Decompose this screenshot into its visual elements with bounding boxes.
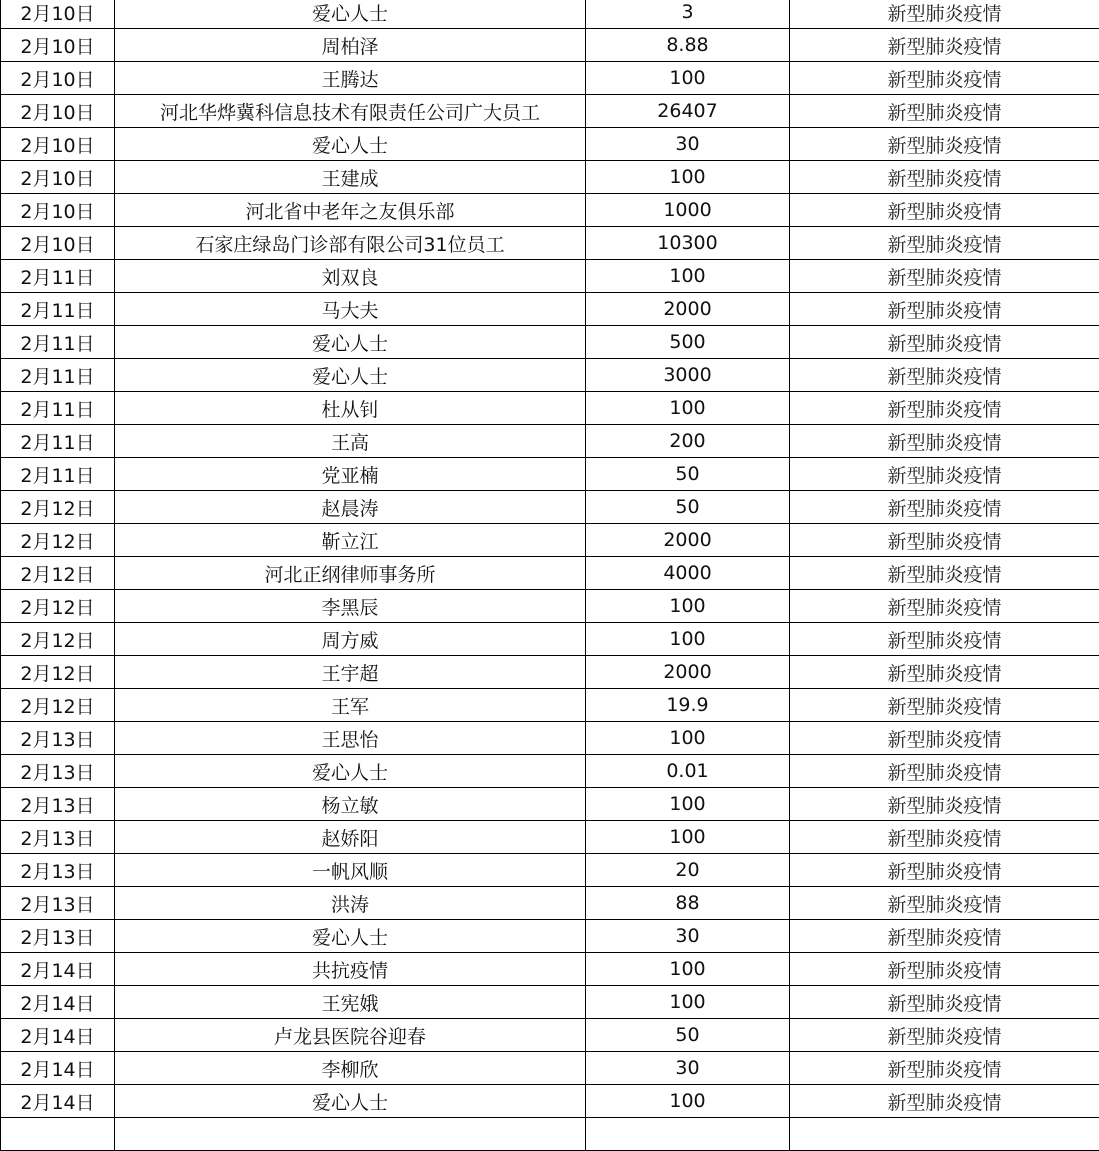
date-cell[interactable]: 2月10日 [1, 194, 115, 227]
donor-cell[interactable]: 河北正纲律师事务所 [115, 557, 586, 590]
donor-cell[interactable]: 王宪娥 [115, 986, 586, 1019]
date-cell[interactable]: 2月10日 [1, 95, 115, 128]
date-cell[interactable] [1, 1118, 115, 1151]
donor-cell[interactable]: 爱心人士 [115, 359, 586, 392]
donor-cell[interactable]: 王宇超 [115, 656, 586, 689]
date-cell[interactable]: 2月10日 [1, 227, 115, 260]
donor-cell[interactable]: 洪涛 [115, 887, 586, 920]
donor-cell[interactable]: 靳立江 [115, 524, 586, 557]
category-cell[interactable]: 新型肺炎疫情 [790, 557, 1099, 590]
date-cell[interactable]: 2月10日 [1, 161, 115, 194]
amount-cell[interactable]: 2000 [586, 656, 790, 689]
table-row [1, 755, 1099, 788]
category-cell[interactable]: 新型肺炎疫情 [790, 458, 1099, 491]
donor-cell[interactable]: 爱心人士 [115, 1085, 586, 1118]
date-cell[interactable]: 2月11日 [1, 425, 115, 458]
amount-cell[interactable]: 100 [586, 161, 790, 194]
date-cell[interactable]: 2月11日 [1, 293, 115, 326]
date-cell[interactable]: 2月13日 [1, 920, 115, 953]
table-row [1, 623, 1099, 656]
category-cell[interactable]: 新型肺炎疫情 [790, 1019, 1099, 1052]
table-row [1, 161, 1099, 194]
donor-cell[interactable]: 河北省中老年之友俱乐部 [115, 194, 586, 227]
donor-cell[interactable] [115, 1118, 586, 1151]
amount-cell[interactable]: 1000 [586, 194, 790, 227]
category-cell[interactable]: 新型肺炎疫情 [790, 656, 1099, 689]
date-cell[interactable]: 2月11日 [1, 392, 115, 425]
table-row [1, 227, 1099, 260]
table-row [1, 194, 1099, 227]
donor-cell[interactable]: 赵娇阳 [115, 821, 586, 854]
table-row [1, 425, 1099, 458]
donor-cell[interactable]: 周方威 [115, 623, 586, 656]
donor-cell[interactable]: 王军 [115, 689, 586, 722]
table-row [1, 0, 1099, 29]
donor-cell[interactable]: 周柏泽 [115, 29, 586, 62]
category-cell[interactable]: 新型肺炎疫情 [790, 623, 1099, 656]
category-cell[interactable]: 新型肺炎疫情 [790, 392, 1099, 425]
amount-cell[interactable]: 10300 [586, 227, 790, 260]
table-row [1, 887, 1099, 920]
table-row [1, 326, 1099, 359]
table-row [1, 788, 1099, 821]
amount-cell[interactable]: 50 [586, 458, 790, 491]
amount-cell[interactable]: 100 [586, 623, 790, 656]
category-cell[interactable]: 新型肺炎疫情 [790, 359, 1099, 392]
category-cell[interactable]: 新型肺炎疫情 [790, 260, 1099, 293]
category-cell[interactable]: 新型肺炎疫情 [790, 491, 1099, 524]
donor-cell[interactable]: 王思怡 [115, 722, 586, 755]
category-cell[interactable]: 新型肺炎疫情 [790, 524, 1099, 557]
table-row [1, 359, 1099, 392]
category-cell[interactable]: 新型肺炎疫情 [790, 953, 1099, 986]
amount-cell[interactable]: 3000 [586, 359, 790, 392]
table-row [1, 1085, 1099, 1118]
donor-cell[interactable]: 李柳欣 [115, 1052, 586, 1085]
category-cell[interactable]: 新型肺炎疫情 [790, 194, 1099, 227]
category-cell[interactable]: 新型肺炎疫情 [790, 425, 1099, 458]
table-row [1, 260, 1099, 293]
donor-cell[interactable]: 卢龙县医院谷迎春 [115, 1019, 586, 1052]
category-cell[interactable]: 新型肺炎疫情 [790, 62, 1099, 95]
donation-table-body [1, 0, 1099, 1151]
amount-cell[interactable]: 30 [586, 920, 790, 953]
date-cell[interactable]: 2月12日 [1, 590, 115, 623]
category-cell[interactable]: 新型肺炎疫情 [790, 326, 1099, 359]
donor-cell[interactable]: 王建成 [115, 161, 586, 194]
donor-cell[interactable]: 爱心人士 [115, 326, 586, 359]
amount-cell[interactable]: 500 [586, 326, 790, 359]
amount-cell[interactable]: 88 [586, 887, 790, 920]
date-cell[interactable]: 2月10日 [1, 29, 115, 62]
table-row [1, 821, 1099, 854]
category-cell[interactable]: 新型肺炎疫情 [790, 854, 1099, 887]
amount-cell[interactable]: 30 [586, 1052, 790, 1085]
date-cell[interactable]: 2月12日 [1, 524, 115, 557]
amount-cell[interactable]: 100 [586, 953, 790, 986]
date-cell[interactable]: 2月12日 [1, 491, 115, 524]
donor-cell[interactable]: 杨立敏 [115, 788, 586, 821]
category-cell[interactable]: 新型肺炎疫情 [790, 128, 1099, 161]
donor-cell[interactable]: 马大夫 [115, 293, 586, 326]
amount-cell[interactable]: 100 [586, 392, 790, 425]
amount-cell[interactable]: 4000 [586, 557, 790, 590]
date-cell[interactable]: 2月11日 [1, 260, 115, 293]
date-cell[interactable]: 2月13日 [1, 854, 115, 887]
date-cell[interactable]: 2月14日 [1, 953, 115, 986]
table-row [1, 689, 1099, 722]
donor-cell[interactable]: 李黑辰 [115, 590, 586, 623]
table-row [1, 920, 1099, 953]
donor-cell[interactable]: 爱心人士 [115, 0, 586, 29]
amount-cell[interactable]: 100 [586, 821, 790, 854]
date-cell[interactable]: 2月11日 [1, 326, 115, 359]
donor-cell[interactable]: 爱心人士 [115, 920, 586, 953]
date-cell[interactable]: 2月14日 [1, 986, 115, 1019]
category-cell[interactable]: 新型肺炎疫情 [790, 887, 1099, 920]
table-row [1, 953, 1099, 986]
donor-cell[interactable]: 赵晨涛 [115, 491, 586, 524]
amount-cell[interactable]: 3 [586, 0, 790, 29]
table-row [1, 293, 1099, 326]
category-cell[interactable]: 新型肺炎疫情 [790, 590, 1099, 623]
donor-cell[interactable]: 河北华烨冀科信息技术有限责任公司广大员工 [115, 95, 586, 128]
donor-cell[interactable]: 爱心人士 [115, 128, 586, 161]
donor-cell[interactable]: 石家庄绿岛门诊部有限公司31位员工 [115, 227, 586, 260]
date-cell[interactable]: 2月13日 [1, 887, 115, 920]
table-row [1, 524, 1099, 557]
date-cell[interactable]: 2月12日 [1, 689, 115, 722]
amount-cell[interactable]: 0.01 [586, 755, 790, 788]
date-cell[interactable]: 2月13日 [1, 821, 115, 854]
amount-cell[interactable]: 100 [586, 986, 790, 1019]
category-cell[interactable]: 新型肺炎疫情 [790, 95, 1099, 128]
donor-cell[interactable]: 党亚楠 [115, 458, 586, 491]
date-cell[interactable]: 2月11日 [1, 359, 115, 392]
amount-cell[interactable]: 19.9 [586, 689, 790, 722]
amount-cell[interactable]: 100 [586, 1085, 790, 1118]
category-cell[interactable]: 新型肺炎疫情 [790, 788, 1099, 821]
donor-cell[interactable]: 一帆风顺 [115, 854, 586, 887]
table-row [1, 62, 1099, 95]
date-cell[interactable]: 2月10日 [1, 62, 115, 95]
table-row [1, 1118, 1099, 1151]
donor-cell[interactable]: 杜从钊 [115, 392, 586, 425]
date-cell[interactable]: 2月10日 [1, 0, 115, 29]
date-cell[interactable]: 2月13日 [1, 722, 115, 755]
category-cell[interactable]: 新型肺炎疫情 [790, 293, 1099, 326]
table-row [1, 1019, 1099, 1052]
date-cell[interactable]: 2月14日 [1, 1085, 115, 1118]
table-row [1, 656, 1099, 689]
category-cell[interactable]: 新型肺炎疫情 [790, 161, 1099, 194]
table-row [1, 1052, 1099, 1085]
date-cell[interactable]: 2月12日 [1, 623, 115, 656]
table-row [1, 854, 1099, 887]
amount-cell[interactable]: 100 [586, 722, 790, 755]
amount-cell[interactable]: 50 [586, 1019, 790, 1052]
category-cell[interactable]: 新型肺炎疫情 [790, 1085, 1099, 1118]
date-cell[interactable]: 2月13日 [1, 788, 115, 821]
category-cell[interactable]: 新型肺炎疫情 [790, 755, 1099, 788]
table-row [1, 491, 1099, 524]
donor-cell[interactable]: 刘双良 [115, 260, 586, 293]
donor-cell[interactable]: 王腾达 [115, 62, 586, 95]
donor-cell[interactable]: 共抗疫情 [115, 953, 586, 986]
category-cell[interactable]: 新型肺炎疫情 [790, 1052, 1099, 1085]
category-cell[interactable]: 新型肺炎疫情 [790, 227, 1099, 260]
category-cell[interactable] [790, 1118, 1099, 1151]
amount-cell[interactable]: 30 [586, 128, 790, 161]
amount-cell[interactable]: 100 [586, 788, 790, 821]
amount-cell[interactable]: 8.88 [586, 29, 790, 62]
amount-cell[interactable]: 20 [586, 854, 790, 887]
table-row [1, 986, 1099, 1019]
table-row [1, 722, 1099, 755]
donor-cell[interactable]: 王高 [115, 425, 586, 458]
category-cell[interactable]: 新型肺炎疫情 [790, 722, 1099, 755]
amount-cell[interactable]: 200 [586, 425, 790, 458]
table-row [1, 392, 1099, 425]
amount-cell[interactable]: 2000 [586, 524, 790, 557]
amount-cell[interactable] [586, 1118, 790, 1151]
table-row [1, 95, 1099, 128]
date-cell[interactable]: 2月14日 [1, 1052, 115, 1085]
table-row [1, 458, 1099, 491]
amount-cell[interactable]: 50 [586, 491, 790, 524]
table-row [1, 128, 1099, 161]
donor-cell[interactable]: 爱心人士 [115, 755, 586, 788]
date-cell[interactable]: 2月14日 [1, 1019, 115, 1052]
category-cell[interactable]: 新型肺炎疫情 [790, 29, 1099, 62]
amount-cell[interactable]: 100 [586, 62, 790, 95]
table-row [1, 590, 1099, 623]
table-row [1, 29, 1099, 62]
amount-cell[interactable]: 100 [586, 590, 790, 623]
category-cell[interactable]: 新型肺炎疫情 [790, 821, 1099, 854]
amount-cell[interactable]: 26407 [586, 95, 790, 128]
category-cell[interactable]: 新型肺炎疫情 [790, 0, 1099, 29]
amount-cell[interactable]: 2000 [586, 293, 790, 326]
date-cell[interactable]: 2月11日 [1, 458, 115, 491]
category-cell[interactable]: 新型肺炎疫情 [790, 986, 1099, 1019]
amount-cell[interactable]: 100 [586, 260, 790, 293]
date-cell[interactable]: 2月13日 [1, 755, 115, 788]
date-cell[interactable]: 2月12日 [1, 557, 115, 590]
date-cell[interactable]: 2月10日 [1, 128, 115, 161]
date-cell[interactable]: 2月12日 [1, 656, 115, 689]
category-cell[interactable]: 新型肺炎疫情 [790, 689, 1099, 722]
category-cell[interactable]: 新型肺炎疫情 [790, 920, 1099, 953]
table-row [1, 557, 1099, 590]
